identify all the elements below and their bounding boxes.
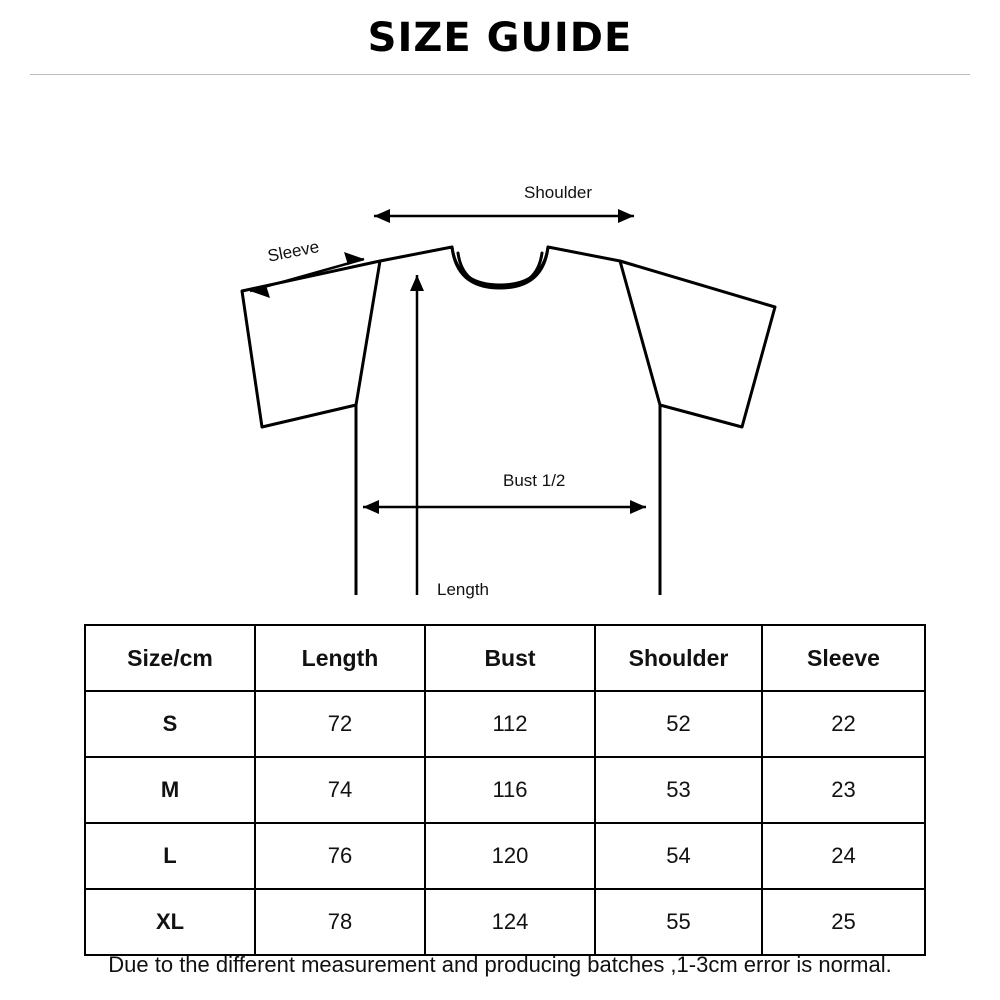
column-header-size: Size/cm: [85, 625, 255, 691]
label-shoulder: Shoulder: [524, 183, 593, 202]
measurement-disclaimer: Due to the different measurement and producing batches ,1-3cm error is normal.: [108, 952, 892, 977]
cell-size: L: [85, 823, 255, 889]
column-header-length: Length: [255, 625, 425, 691]
cell-sleeve: 23: [762, 757, 925, 823]
cell-length: 78: [255, 889, 425, 955]
size-table: [84, 624, 926, 956]
page-header: [0, 0, 1000, 75]
cell-bust: 124: [425, 889, 595, 955]
garment-diagram: [0, 75, 1000, 599]
column-header-sleeve: Sleeve: [762, 625, 925, 691]
label-sleeve: Sleeve: [266, 237, 321, 266]
label-length: Length: [437, 580, 489, 599]
cell-sleeve: 25: [762, 889, 925, 955]
cell-shoulder: 52: [595, 691, 762, 757]
cell-length: 72: [255, 691, 425, 757]
cell-size: S: [85, 691, 255, 757]
label-bust: Bust 1/2: [503, 471, 566, 490]
cell-size: M: [85, 757, 255, 823]
table-row: [85, 757, 925, 823]
cell-length: 74: [255, 757, 425, 823]
cell-sleeve: 24: [762, 823, 925, 889]
cell-bust: 116: [425, 757, 595, 823]
cell-shoulder: 54: [595, 823, 762, 889]
shoulder-dimension-arrow: [374, 209, 634, 223]
length-dimension-arrow: [410, 275, 424, 595]
cell-bust: 112: [425, 691, 595, 757]
cell-sleeve: 22: [762, 691, 925, 757]
table-row: [85, 691, 925, 757]
cell-length: 76: [255, 823, 425, 889]
column-header-shoulder: Shoulder: [595, 625, 762, 691]
table-row: [85, 823, 925, 889]
cell-shoulder: 55: [595, 889, 762, 955]
bust-dimension-arrow: [363, 500, 646, 514]
size-table-wrapper: [84, 624, 924, 956]
cell-shoulder: 53: [595, 757, 762, 823]
cell-size: XL: [85, 889, 255, 955]
tshirt-illustration: [0, 75, 1000, 595]
tshirt-outline-icon: [242, 247, 775, 595]
column-header-bust: Bust: [425, 625, 595, 691]
table-header-row: [85, 625, 925, 691]
table-row: [85, 889, 925, 955]
page-title: SIZE GUIDE: [367, 15, 633, 61]
cell-bust: 120: [425, 823, 595, 889]
